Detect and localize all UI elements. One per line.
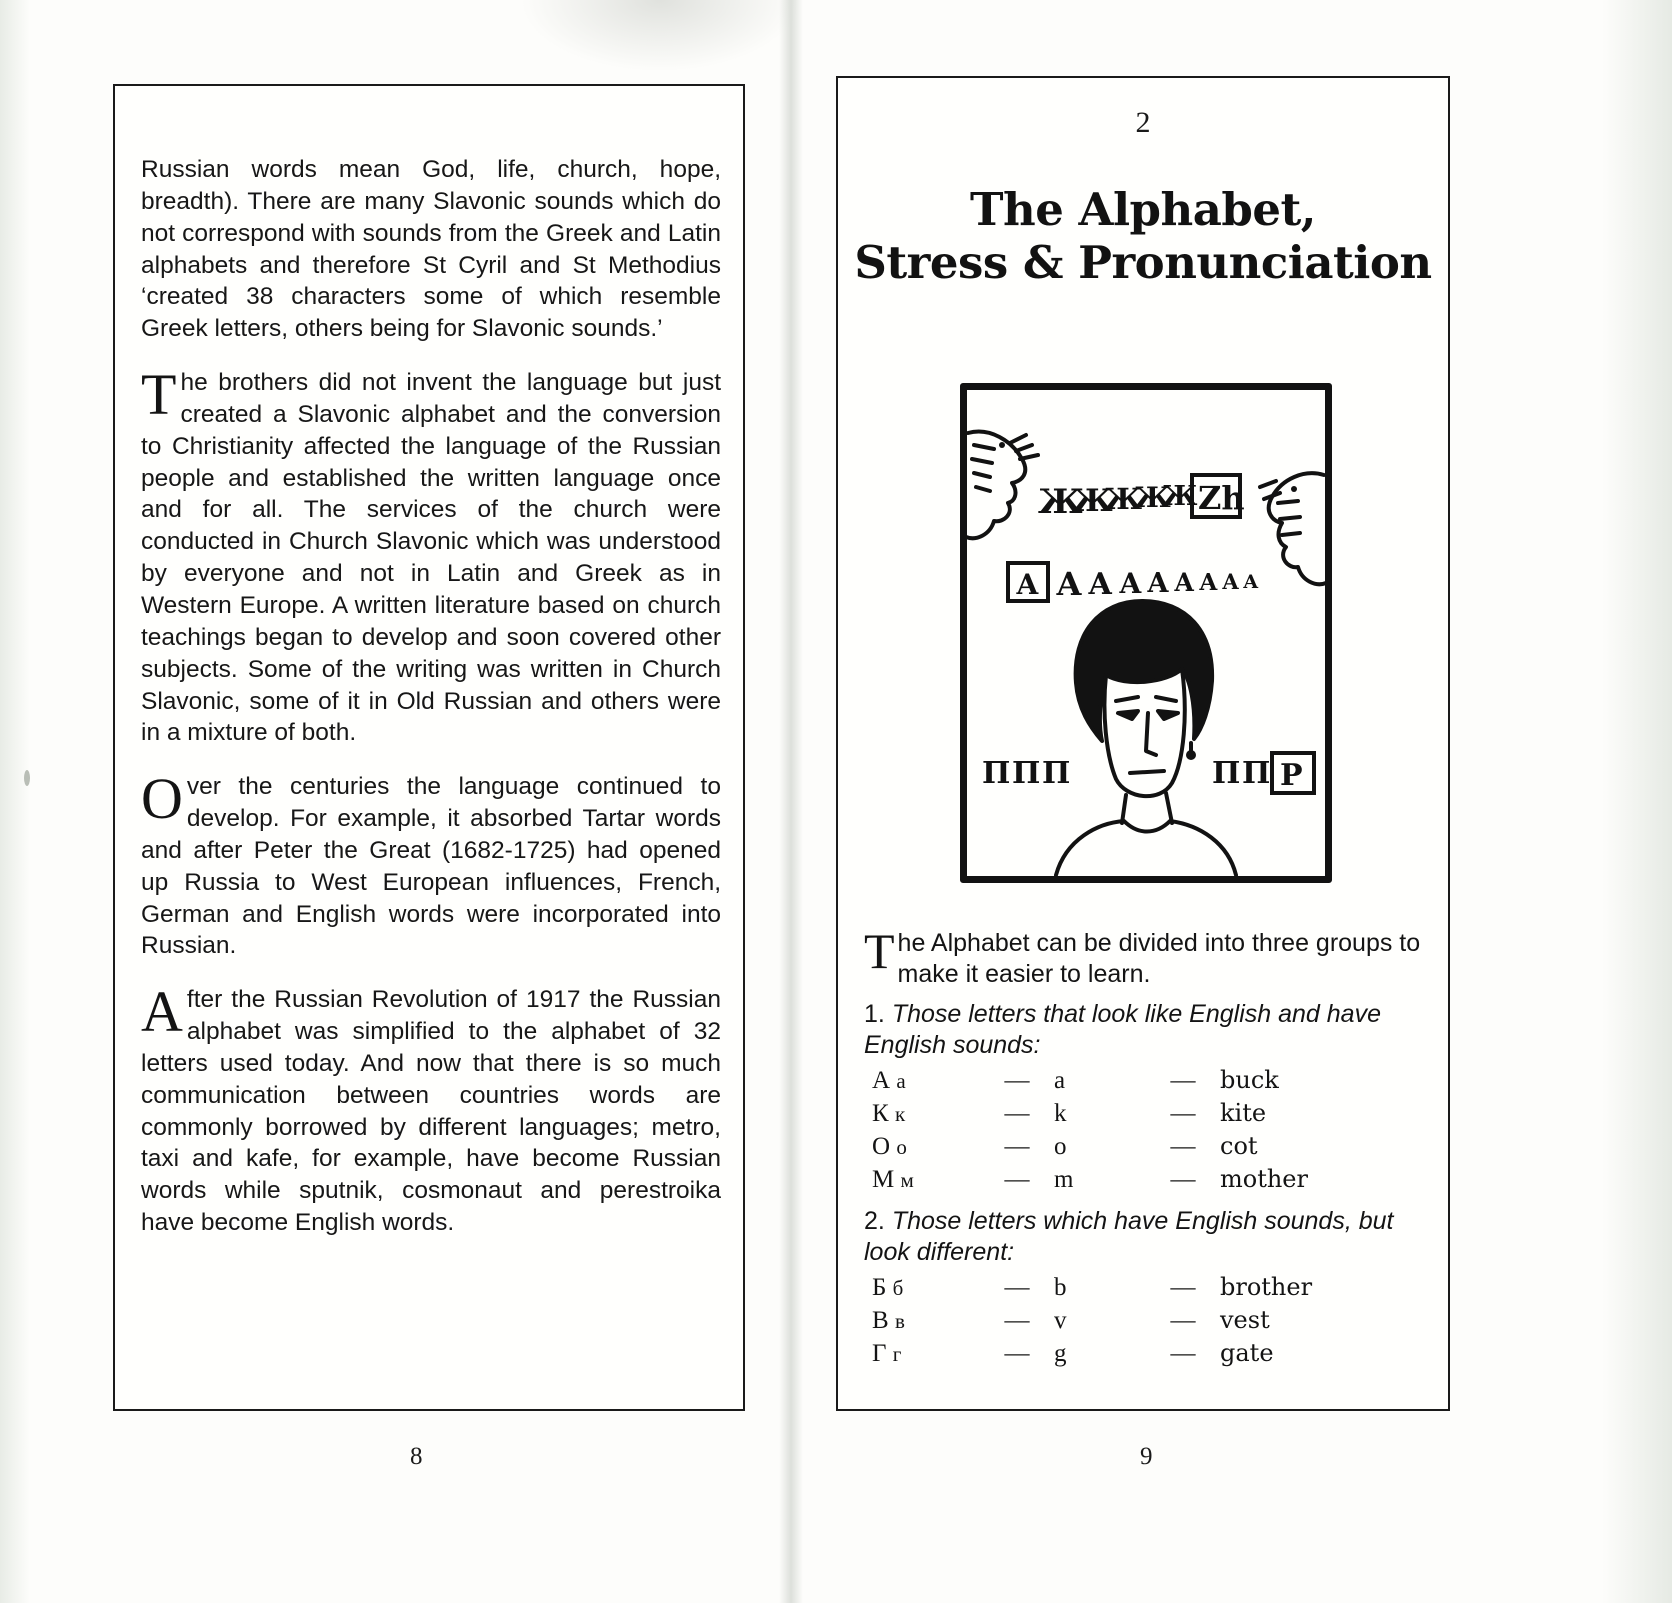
cyrillic-lower: в	[894, 1309, 905, 1333]
dropcap-a: A	[141, 979, 183, 1045]
cyrillic-pair	[872, 1130, 980, 1163]
cyrillic-lower: о	[896, 1135, 907, 1159]
example-word: gate	[1220, 1339, 1274, 1367]
svg-text:Р: Р	[1280, 758, 1303, 793]
cyrillic-upper: М	[872, 1166, 895, 1193]
latin-equivalent: m	[1054, 1166, 1074, 1193]
illustration	[960, 383, 1332, 883]
svg-text:А: А	[1056, 565, 1083, 603]
dash: —	[1004, 1067, 1030, 1094]
dash: —	[1170, 1100, 1196, 1127]
letter-table-group-2	[872, 1271, 1312, 1370]
dash: —	[1004, 1100, 1030, 1127]
table-row	[872, 1271, 1312, 1304]
book-gutter	[779, 0, 803, 1603]
chapter-title-line1: The Alphabet,	[970, 183, 1316, 236]
scan-left-edge-shadow	[0, 0, 30, 1603]
chapter-title	[838, 183, 1448, 289]
paragraph-2-text: he brothers did not invent the language but just created a Slavonic alphabet and the conversion to Christianity affected the language of the Russian people and established the written language once and for all. The services of the church were conducted in Church Slavonic which was understood by everyone and not in Latin and Greek as in Western Europe. A written literature based on church teachings began to develop and soon covered other subjects. Some of the writing was written in Church Slavonic, some of it in Old Russian and others were in a mixture of both.	[141, 369, 721, 747]
cyrillic-lower: м	[900, 1168, 914, 1192]
cyrillic-upper: О	[872, 1133, 891, 1160]
example-word: vest	[1220, 1306, 1270, 1334]
latin-equivalent: k	[1054, 1100, 1067, 1127]
cyrillic-pair	[872, 1163, 980, 1196]
dash: —	[1004, 1274, 1030, 1301]
illustration-artwork	[960, 383, 1332, 883]
svg-text:Ж: Ж	[1134, 481, 1171, 514]
svg-text:А: А	[1174, 568, 1195, 597]
svg-text:П: П	[1042, 756, 1071, 791]
chapter-title-line2: Stress & Pronunciation	[854, 236, 1432, 290]
latin-equivalent: g	[1054, 1340, 1067, 1367]
svg-text:Ж: Ж	[1162, 481, 1198, 512]
left-page-body	[141, 154, 721, 1261]
dash: —	[1004, 1133, 1030, 1160]
example-word: cot	[1220, 1132, 1258, 1160]
cyrillic-upper: Б	[872, 1274, 887, 1301]
svg-text:А: А	[1147, 568, 1169, 599]
alphabet-section	[864, 923, 1432, 1370]
latin-equivalent: v	[1054, 1307, 1067, 1334]
svg-text:А: А	[1119, 567, 1142, 600]
letter-table-group-1	[872, 1064, 1308, 1196]
svg-text:Ж: Ж	[1072, 483, 1113, 519]
dash: —	[1170, 1340, 1196, 1367]
cyrillic-pair	[872, 1304, 980, 1337]
scan-speckle	[24, 770, 30, 786]
svg-text:П: П	[982, 756, 1011, 791]
alphabet-intro	[864, 923, 1432, 989]
dash: —	[1170, 1166, 1196, 1193]
group-1-heading	[864, 999, 1432, 1060]
example-word: kite	[1220, 1099, 1267, 1127]
cyrillic-upper: К	[872, 1100, 889, 1127]
scan-right-edge-shadow	[1602, 0, 1672, 1603]
svg-text:П: П	[1012, 756, 1041, 791]
group-2-heading	[864, 1206, 1432, 1267]
dash: —	[1004, 1307, 1030, 1334]
svg-text:Ж: Ж	[1104, 482, 1143, 516]
cyrillic-lower: к	[894, 1102, 906, 1126]
svg-text:А: А	[1199, 569, 1218, 596]
svg-text:П: П	[1242, 756, 1271, 791]
cyrillic-pair	[872, 1064, 980, 1097]
paragraph-4	[141, 979, 721, 1239]
cyrillic-lower: а	[896, 1069, 906, 1093]
paragraph-4-text: fter the Russian Revolution of 1917 the Russian alphabet was simplified to the alphabet of 32 letters used today. And now that there is so much communication between countries words are commonly borrowed by different languages; metro, taxi and kafe, for example, have become Russian words while sputnik, cosmonaut and perestroika have become English words.	[141, 986, 721, 1237]
cyrillic-pair	[872, 1337, 980, 1370]
group-1-number: 1.	[864, 1000, 885, 1028]
example-word: brother	[1220, 1273, 1313, 1301]
latin-equivalent: a	[1054, 1067, 1066, 1094]
svg-text:П: П	[1212, 756, 1241, 791]
dash: —	[1004, 1166, 1030, 1193]
latin-equivalent: b	[1054, 1274, 1067, 1301]
chapter-number: 2	[1135, 106, 1151, 139]
folio-right: 9	[1140, 1443, 1153, 1470]
table-row	[872, 1304, 1312, 1337]
table-row	[872, 1337, 1312, 1370]
svg-text:А: А	[1222, 569, 1240, 594]
folio-left: 8	[410, 1443, 423, 1470]
latin-equivalent: o	[1054, 1133, 1067, 1160]
svg-text:А: А	[1016, 568, 1039, 601]
dash: —	[1170, 1307, 1196, 1334]
cyrillic-upper: В	[872, 1307, 889, 1334]
example-word: buck	[1220, 1066, 1279, 1094]
cyrillic-pair	[872, 1271, 980, 1304]
dash: —	[1170, 1274, 1196, 1301]
paragraph-3-text: ver the centuries the language continued to develop. For example, it absorbed Tartar words and after Peter the Great (1682-1725) had opened up Russia to West European influences, French, German and English words were incorporated into Russian.	[141, 773, 721, 960]
dropcap-t: T	[141, 362, 177, 428]
dropcap-t-intro: T	[864, 923, 895, 979]
left-page	[113, 84, 745, 1411]
table-row	[872, 1130, 1308, 1163]
table-row	[872, 1097, 1308, 1130]
svg-text:Ж: Ж	[1038, 482, 1083, 522]
paragraph-3	[141, 766, 721, 962]
example-word: mother	[1220, 1165, 1308, 1193]
paragraph-1: Russian words mean God, life, church, hope, breadth). There are many Slavonic sounds which do not correspond with sounds from the Greek and Latin alphabets and therefore St Cyril and St Methodius ‘created 38 characters some of which resemble Greek letters, others being for Slavonic sounds.’	[141, 156, 721, 343]
svg-text:А: А	[1243, 571, 1259, 593]
paragraph-2	[141, 362, 721, 749]
dropcap-o: O	[141, 766, 183, 832]
group-1-heading-text: Those letters that look like English and have English sounds:	[864, 1000, 1381, 1059]
cyrillic-upper: Г	[872, 1340, 887, 1367]
dash: —	[1170, 1067, 1196, 1094]
svg-text:Zh: Zh	[1198, 479, 1245, 517]
cyrillic-pair	[872, 1097, 980, 1130]
dash: —	[1170, 1133, 1196, 1160]
cyrillic-lower: б	[892, 1276, 904, 1300]
cyrillic-lower: г	[892, 1342, 902, 1366]
alphabet-intro-text: he Alphabet can be divided into three groups to make it easier to learn.	[897, 929, 1421, 988]
svg-text:А: А	[1088, 567, 1113, 602]
group-2-heading-text: Those letters which have English sounds, but look different:	[864, 1207, 1394, 1266]
scan-top-shadow	[520, 0, 800, 72]
group-2-number: 2.	[864, 1207, 885, 1235]
table-row	[872, 1163, 1308, 1196]
right-page	[836, 76, 1450, 1411]
table-row	[872, 1064, 1308, 1097]
dash: —	[1004, 1340, 1030, 1367]
cyrillic-upper: А	[872, 1067, 891, 1094]
